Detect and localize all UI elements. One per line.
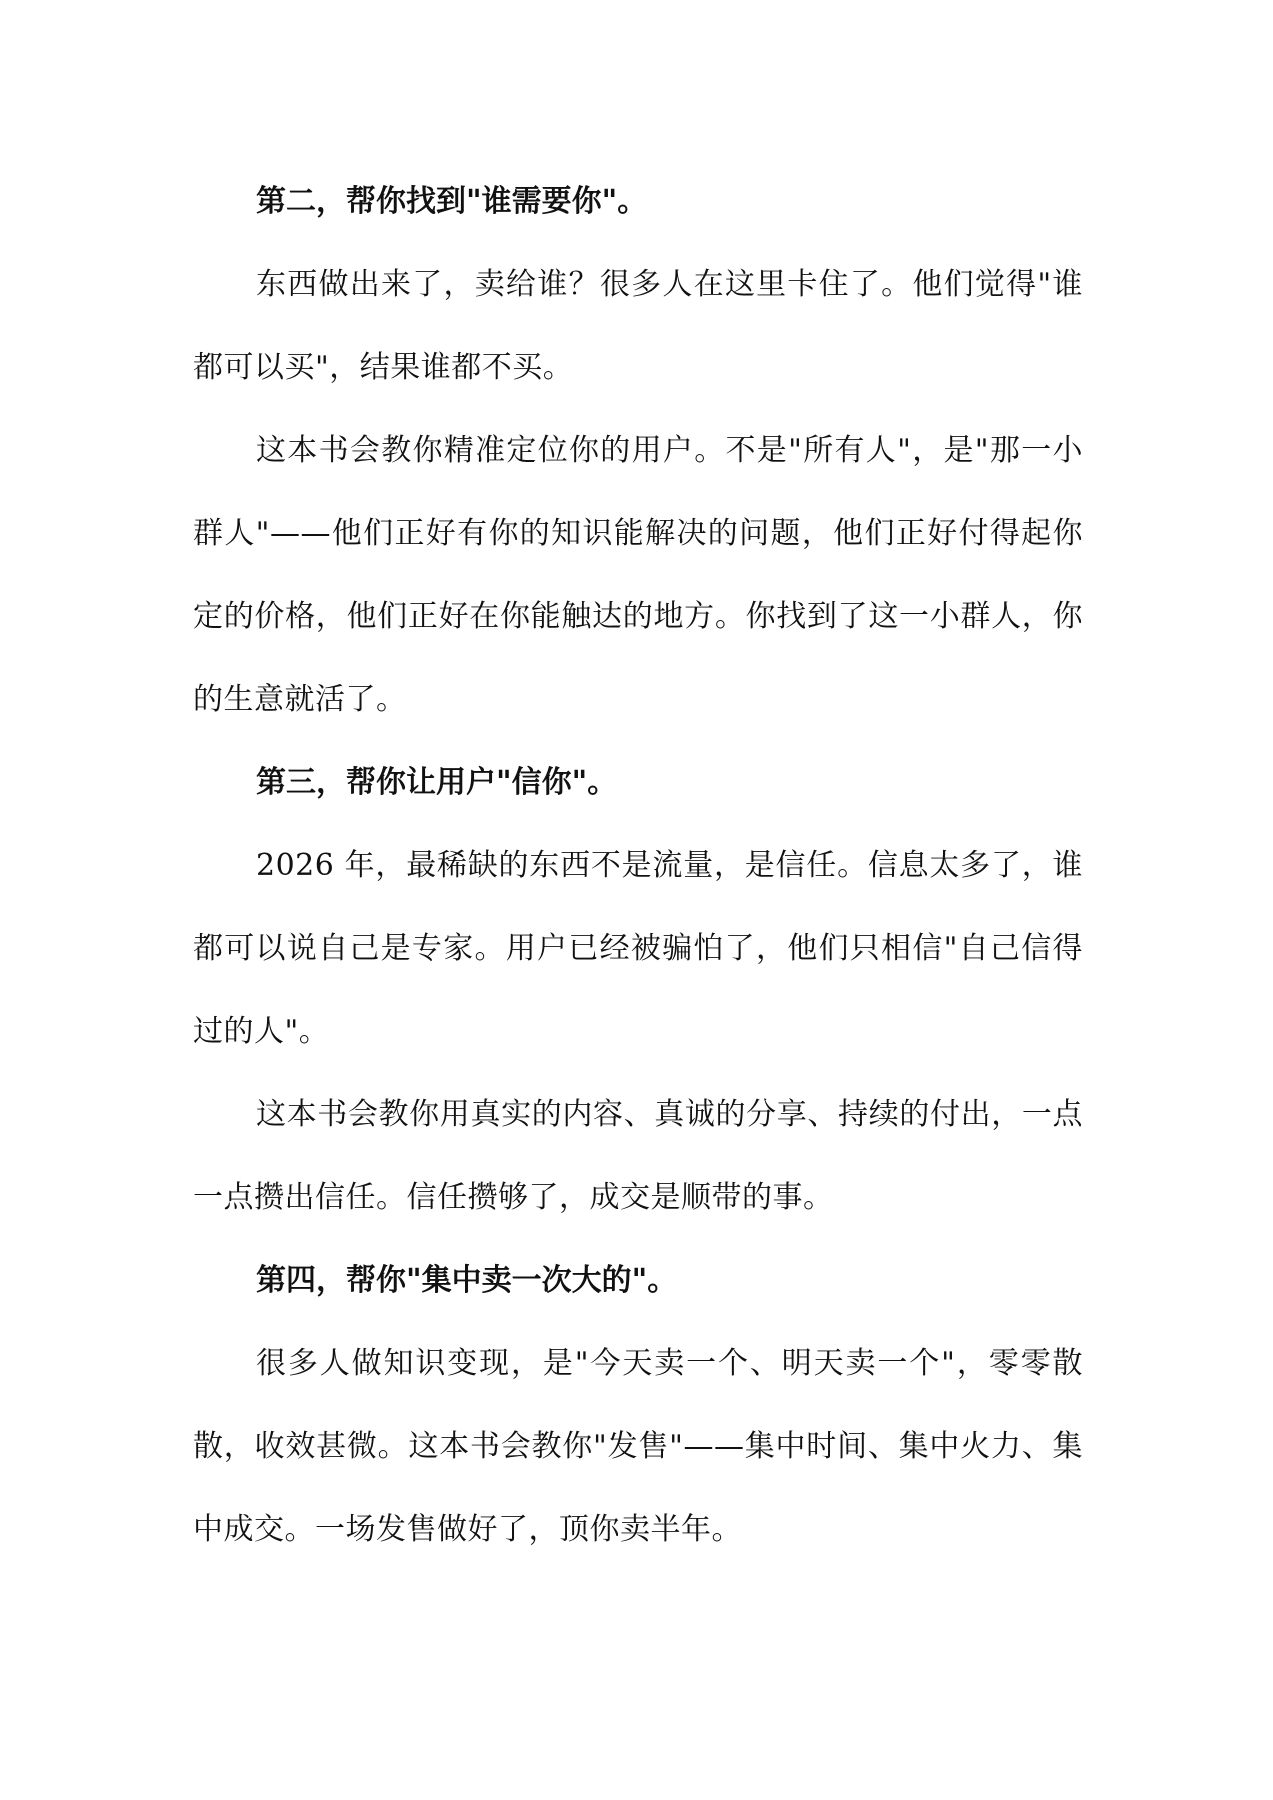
paragraph: 这本书会教你用真实的内容、真诚的分享、持续的付出，一点一点攒出信任。信任攒够了，成交是顺带的事。: [193, 1097, 1083, 1215]
paragraph: 很多人做知识变现，是"今天卖一个、明天卖一个"，零零散散，收效甚微。这本书会教你"发售"——集中时间、集中火力、集中成交。一场发售做好了，顶你卖半年。: [193, 1346, 1083, 1547]
document-page: [193, 160, 1083, 1571]
paragraph: 东西做出来了，卖给谁？很多人在这里卡住了。他们觉得"谁都可以买"，结果谁都不买。: [193, 267, 1083, 385]
section-heading: 第四，帮你"集中卖一次大的"。: [256, 1263, 678, 1298]
paragraph: 这本书会教你精准定位你的用户。不是"所有人"，是"那一小群人"——他们正好有你的知识能解决的问题，他们正好付得起你定的价格，他们正好在你能触达的地方。你找到了这一小群人，你的生意就活了。: [193, 433, 1083, 717]
section-heading: 第二，帮你找到"谁需要你"。: [256, 184, 648, 219]
section-heading: 第三，帮你让用户"信你"。: [256, 765, 618, 800]
paragraph: 2026 年，最稀缺的东西不是流量，是信任。信息太多了，谁都可以说自己是专家。用户已经被骗怕了，他们只相信"自己信得过的人"。: [193, 848, 1083, 1049]
